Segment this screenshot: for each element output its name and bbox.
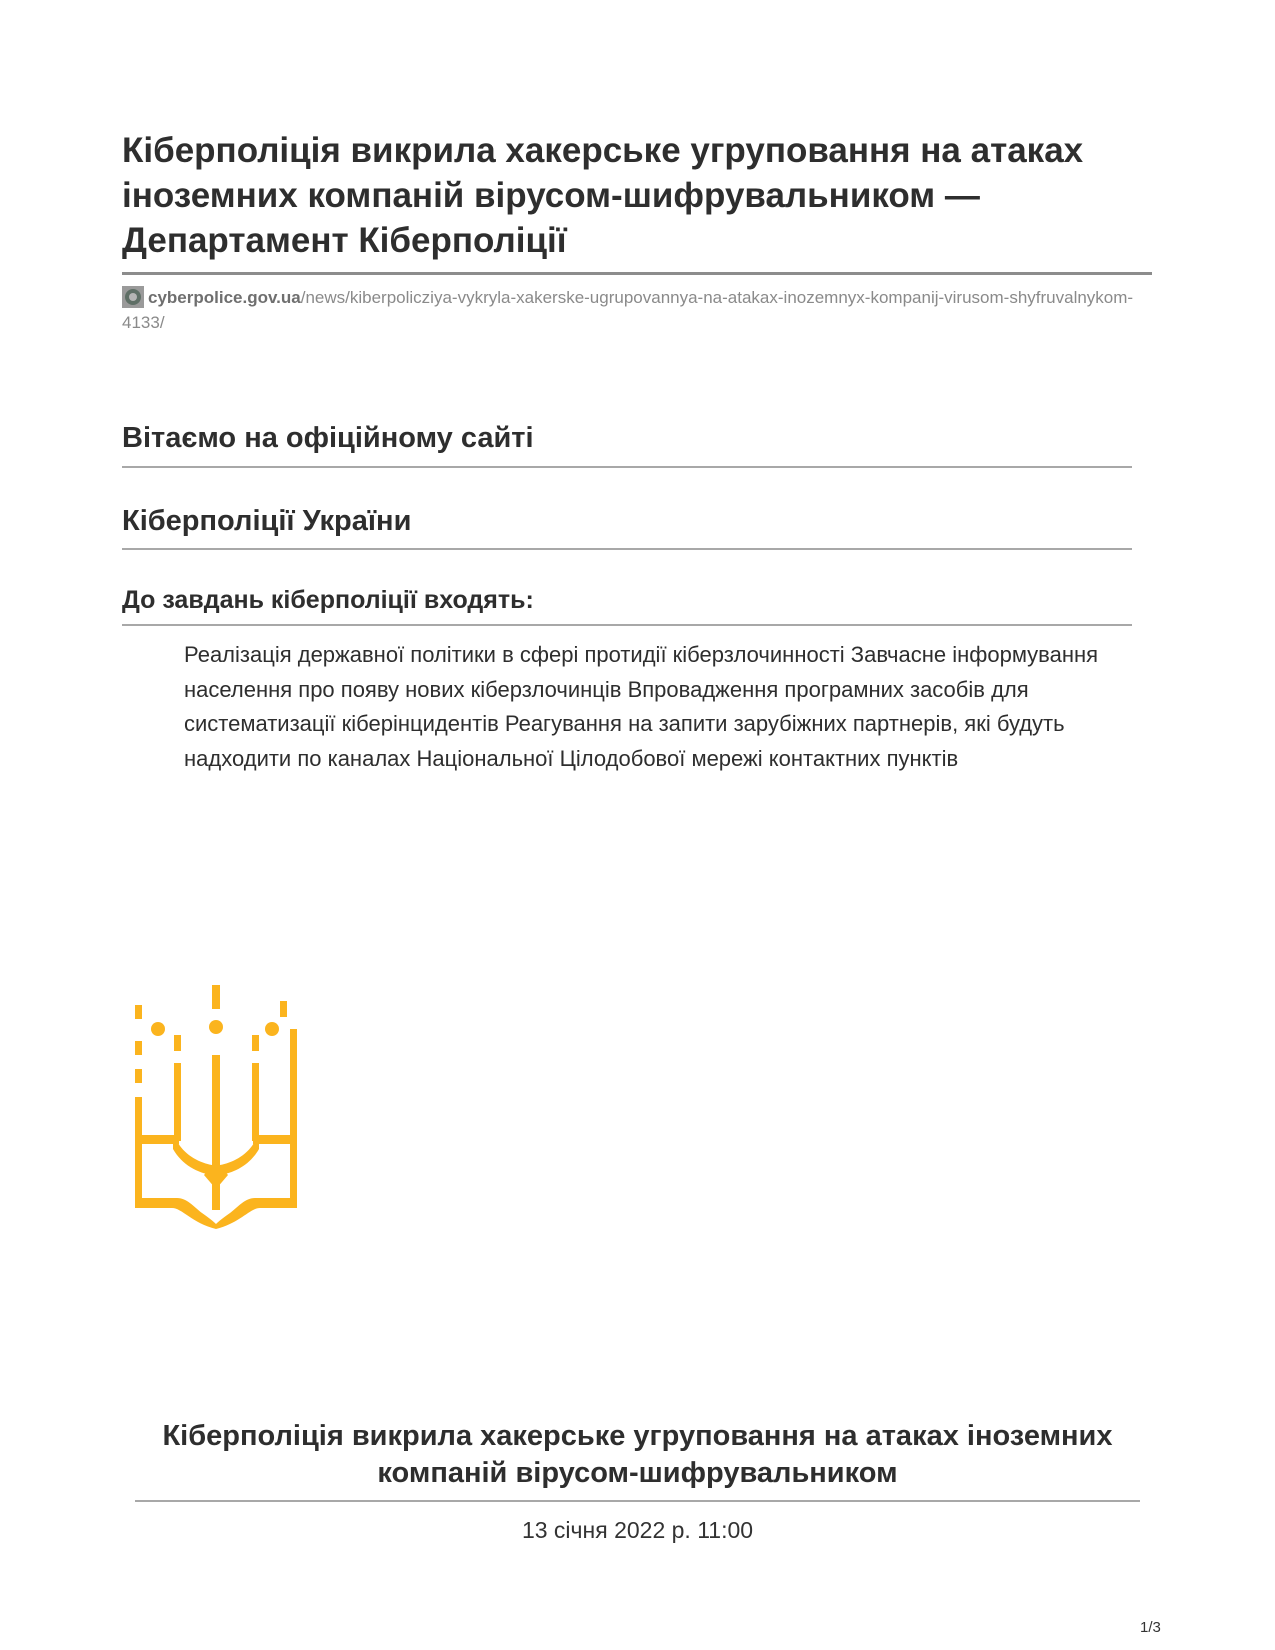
welcome-divider [122,466,1132,468]
page-number: 1/3 [1140,1619,1161,1636]
source-domain[interactable]: cyberpolice.gov.ua [148,288,301,307]
trident-emblem-icon [132,985,302,1230]
news-date: 13 січня 2022 р. 11:00 [521,1517,754,1543]
site-name-divider [122,548,1132,550]
site-favicon-icon [122,286,144,308]
welcome-heading: Вітаємо на офіційному сайті [122,422,534,454]
page-title: Кіберполіція викрила хакерське угруповання на атаках іноземних компаній вірусом-шифрувальником — Департамент Кіберполіції [122,131,1084,260]
tasks-divider [122,624,1132,626]
tasks-text: Реалізація державної політики в сфері протидії кіберзлочинності Завчасне інформування населення про появу нових кіберзлочинців Впровадження програмних засобів для систематизації кіберінцидентів Реагування на запити зарубіжних партнерів, які будуть надходити по каналах Національної Цілодобової мережі контактних пунктів [184,642,1099,771]
tasks-heading: До завдань кіберполіції входять: [122,586,534,614]
news-title-divider [135,1500,1140,1502]
site-name-heading: Кіберполіції України [122,505,412,537]
title-divider [122,272,1152,275]
source-path[interactable]: /news/kiberpoliczіya-vykryla-xakerske-ugrupovannya-na-atakax-inozemnyx-kompanij-virusom-shyfruvalnykom-4133/ [122,288,1134,332]
source-url[interactable] [122,285,1152,335]
news-title: Кіберполіція викрила хакерське угруповання на атаках іноземних компаній вірусом-шифрувальником [162,1420,1113,1489]
